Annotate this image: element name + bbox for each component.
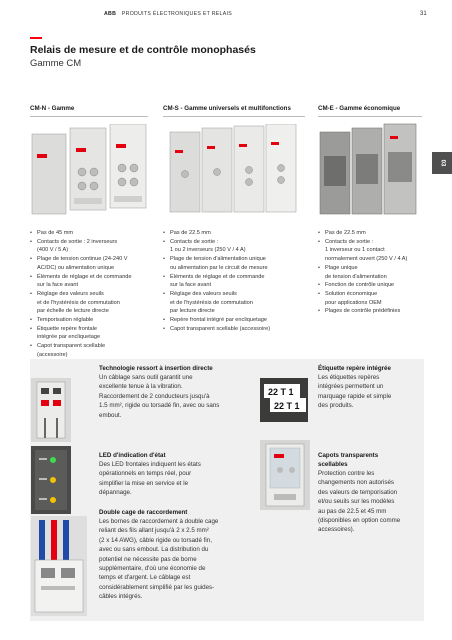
chapter-tab xyxy=(432,152,452,174)
feature-line: changements non autorisés xyxy=(318,479,395,487)
feature-line: excellente tenue à la vibration. xyxy=(99,383,183,391)
feature-line: embout. xyxy=(99,411,122,419)
feature-item-continuation: ou alimentation par le circuit de mesure xyxy=(170,264,268,271)
feature-line: câbles intégrés. xyxy=(99,593,143,601)
feature-item: • Repère frontal intégré par encliquetage xyxy=(163,316,315,325)
feature-item-continuation: 1 inverseur ou 1 contact xyxy=(325,247,385,254)
running-header xyxy=(104,11,434,17)
feature-item: • Réglage des valeurs seuils xyxy=(163,290,315,299)
feature-item-continuation: normalement ouvert (250 V / 4 A) xyxy=(325,256,408,263)
feature-item: • Contacts de sortie : xyxy=(163,238,315,247)
feature-line: dépannage. xyxy=(99,489,132,497)
feature-item-continuation: 1 ou 2 inverseurs (250 V / 4 A) xyxy=(170,247,246,254)
accent-bar xyxy=(30,37,42,39)
feature-line: 1.5 mm², rigide ou torsadé fin, avec ou sans xyxy=(99,402,220,410)
feature-line: des valeurs de temporisation xyxy=(318,488,398,496)
feature-item: • Plage unique xyxy=(318,264,430,273)
feature-item: • Éléments de réglage et de commande xyxy=(30,273,160,282)
feature-line: potentiel ne nécessite pas de borne xyxy=(99,555,197,563)
double-cage-terminal-image xyxy=(31,516,87,616)
feature-item-continuation: et de l'hystérésis de commutation xyxy=(37,299,120,306)
brand-name: ABB xyxy=(104,11,117,17)
feature-status-led xyxy=(99,451,251,498)
feature-title: Double cage de raccordement xyxy=(99,509,188,516)
feature-item-continuation: par échelle de lecture directe xyxy=(37,308,109,315)
feature-line: opérationnels en temps réel, pour xyxy=(99,470,192,478)
column-rule xyxy=(30,116,148,117)
feature-transparent-cover xyxy=(318,451,424,535)
column-heading-cm-n: CM-N - Gamme xyxy=(30,105,75,112)
feature-item-continuation: de tension d'alimentation xyxy=(325,273,387,280)
feature-item: • Fonction de contrôle unique xyxy=(318,281,430,290)
feature-line: reliant des fils allant jusqu'à 2 x 2.5 mm² xyxy=(99,527,209,535)
feature-item: • Plages de contrôle prédéfinies xyxy=(318,307,430,316)
feature-item-continuation: AC/DC) ou alimentation unique xyxy=(37,264,115,271)
feature-line: temps et d'argent. Le câblage est xyxy=(99,574,191,582)
feature-line: accessoires). xyxy=(318,526,355,534)
page-subtitle: Gamme CM xyxy=(30,58,82,69)
feature-item-continuation: (accessoire) xyxy=(37,351,68,358)
feature-line: avec ou sans embout. La distribution du xyxy=(99,546,209,554)
feature-item: • Capot transparent scellable xyxy=(30,342,160,351)
feature-line: et/ou seuils sur les modèles xyxy=(318,498,395,506)
feature-title: Capots transparents xyxy=(318,452,379,459)
feature-item: • Temporisation réglable xyxy=(30,316,160,325)
column-rule xyxy=(163,116,305,117)
feature-title-continued: scellables xyxy=(318,461,348,468)
feature-line: intégrées permettent un xyxy=(318,383,384,391)
column-heading-cm-s: CM-S - Gamme universels et multifonctions xyxy=(163,105,291,112)
label-text: 22 T 1 xyxy=(268,387,294,397)
feature-item: • Plage de tension d'alimentation unique xyxy=(163,255,315,264)
spring-terminal-image xyxy=(31,378,71,442)
feature-item-continuation: pour applications OEM xyxy=(325,299,382,306)
feature-item: • Pas de 22.5 mm xyxy=(318,229,430,238)
feature-line: (2 x 14 AWG), câble rigide ou torsadé fin, xyxy=(99,536,212,544)
transparent-cover-image xyxy=(260,440,310,510)
feature-title: Technologie ressort à insertion directe xyxy=(99,365,213,372)
feature-item-continuation: sur la face avant xyxy=(37,282,79,289)
cm-n-relays-image xyxy=(30,124,150,216)
feature-marker-label xyxy=(318,364,424,411)
feature-line: considérablement simplifié par les guides- xyxy=(99,583,215,591)
feature-item-continuation: et de l'hystérésis de commutation xyxy=(170,299,253,306)
feature-item-continuation: sur la face avant xyxy=(170,282,212,289)
feature-item: • Capot transparent scellable (accessoire) xyxy=(163,325,315,334)
marker-label-image xyxy=(260,378,308,422)
feature-item-continuation: par lecture directe xyxy=(170,308,215,315)
feature-line: Protection contre les xyxy=(318,470,375,477)
section-name: PRODUITS ÉLECTRONIQUES ET RELAIS xyxy=(121,11,232,17)
feature-item: • Étiquette repère frontale xyxy=(30,325,160,334)
feature-item: • Réglage des valeurs seuils xyxy=(30,290,160,299)
feature-item: • Pas de 45 mm xyxy=(30,229,160,238)
feature-line: des produits. xyxy=(318,402,354,410)
cm-e-feature-list xyxy=(318,229,430,316)
feature-item: • Contacts de sortie : 2 inverseurs xyxy=(30,238,160,247)
page-title: Relais de mesure et de contrôle monophasés xyxy=(30,44,256,56)
feature-line: (disponibles en option comme xyxy=(318,517,401,525)
feature-line: Des LED frontales indiquent les états xyxy=(99,461,201,468)
feature-item: • Plage de tension continue (24-240 V xyxy=(30,255,160,264)
chapter-tab-label: 03 xyxy=(439,159,445,167)
page-number: 31 xyxy=(420,11,427,17)
cm-e-relays-image xyxy=(316,122,426,218)
column-heading-cm-e: CM-E - Gamme économique xyxy=(318,105,401,112)
feature-line: Un câblage sans outil garantit une xyxy=(99,374,193,381)
feature-line: marquage rapide et simple xyxy=(318,392,392,400)
feature-spring-terminal xyxy=(99,364,251,420)
feature-line: Les bornes de raccordement à double cage xyxy=(99,518,219,525)
feature-line: supplémentaire, d'où une économie de xyxy=(99,565,206,573)
cm-s-relays-image xyxy=(168,124,298,218)
feature-line: simplifier la mise en service et le xyxy=(99,479,189,487)
feature-item: • Contacts de sortie : xyxy=(318,238,430,247)
label-text: 22 T 1 xyxy=(274,401,300,411)
feature-item: • Solution économique xyxy=(318,290,430,299)
column-rule xyxy=(318,116,422,117)
feature-item-continuation: intégrée par encliquetage xyxy=(37,334,101,341)
cm-s-feature-list xyxy=(163,229,315,333)
feature-line: Raccordement de 2 conducteurs jusqu'à xyxy=(99,392,210,400)
cm-n-feature-list xyxy=(30,229,160,360)
feature-title: Étiquette repère intégrée xyxy=(318,365,391,372)
feature-item: • Éléments de réglage et de commande xyxy=(163,273,315,282)
feature-line: Les étiquettes repères xyxy=(318,374,380,381)
feature-line: au pas de 22.5 et 45 mm xyxy=(318,507,387,515)
feature-item: • Pas de 22.5 mm xyxy=(163,229,315,238)
feature-double-cage xyxy=(99,508,259,602)
feature-item-continuation: (400 V / 5 A) xyxy=(37,247,69,254)
status-led-image xyxy=(31,446,71,514)
feature-title: LED d'indication d'état xyxy=(99,452,166,459)
